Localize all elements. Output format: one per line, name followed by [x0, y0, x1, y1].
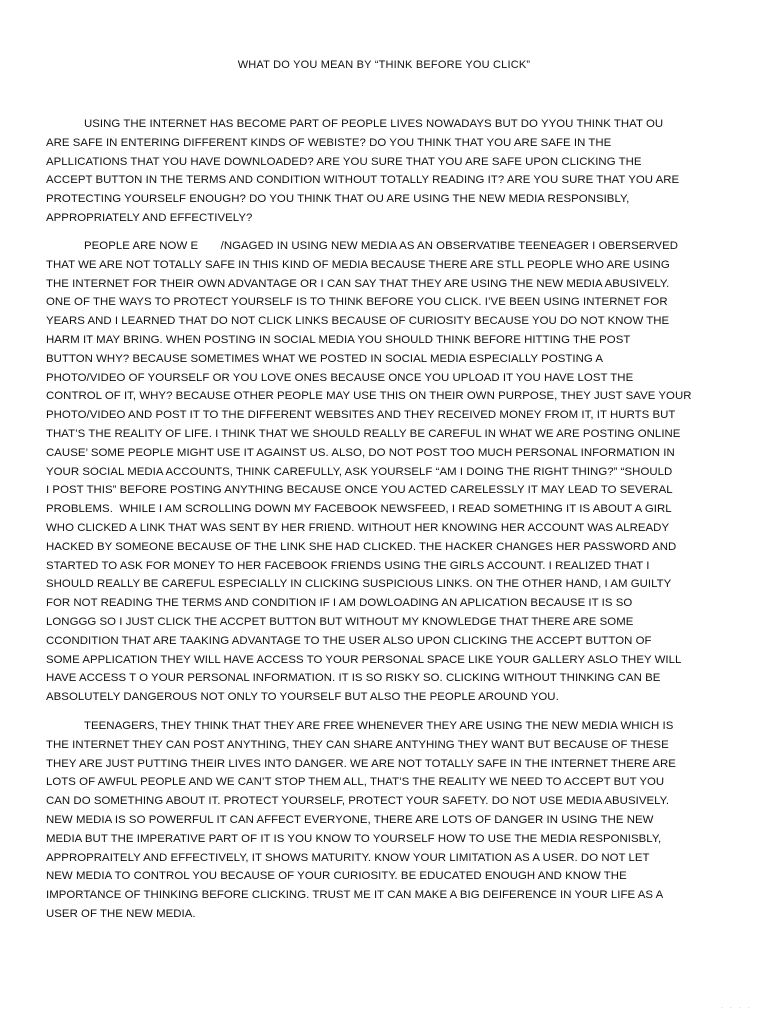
- paragraph-line: I POST THIS” BEFORE POSTING ANYTHING BECAUSE ONCE YOU ACTED CARELESSLY IT MAY LEAD TO SEVERAL: [46, 484, 673, 497]
- paragraph-line: HAVE ACCESS T O YOUR PERSONAL INFORMATION. IT IS SO RISKY SO. CLICKING WITHOUT THINKING CAN BE: [46, 672, 661, 685]
- paragraph-line: PHOTO/VIDEO AND POST IT TO THE DIFFERENT WEBSITES AND THEY RECEIVED MONEY FROM IT, IT HURTS BUT: [46, 409, 676, 422]
- paragraph-line: PEOPLE ARE NOW E /NGAGED IN USING NEW MEDIA AS AN OBSERVATIBE TEENEAGER I OBERSERVED: [84, 240, 679, 252]
- paragraph-line: SHOULD REALLY BE CAREFUL ESPECIALLY IN CLICKING SUSPICIOUS LINKS. ON THE OTHER HAND, I AM GUILTY: [46, 578, 672, 591]
- page-corner-mark: · · · ·: [720, 1003, 752, 1012]
- paragraph-line: APPROPRAITELY AND EFFECTIVELY, IT SHOWS MATURITY. KNOW YOUR LIMITATION AS A USER. DO NOT LET: [46, 851, 650, 864]
- paragraph-line: PROBLEMS. WHILE I AM SCROLLING DOWN MY FACEBOOK NEWSFEED, I READ SOMETHING IT IS ABOUT A GIRL: [46, 503, 672, 516]
- paragraph-line: SOME APPLICATION THEY WILL HAVE ACCESS TO YOUR PERSONAL SPACE LIKE YOUR GALLERY ASLO THEY WILL: [46, 653, 682, 666]
- paragraph-line: STARTED TO ASK FOR MONEY TO HER FACEBOOK FRIENDS USING THE GIRLS ACCOUNT. I REALIZED THAT I: [46, 559, 650, 572]
- paragraph-2: [46, 237, 692, 707]
- paragraph-line: FOR NOT READING THE TERMS AND CONDITION IF I AM DOWLOADING AN APLICATION BECAUSE IT IS SO: [46, 597, 633, 610]
- paragraph-line: USING THE INTERNET HAS BECOME PART OF PEOPLE LIVES NOWADAYS BUT DO YYOU THINK THAT OU: [84, 118, 664, 130]
- paragraph-line: THE INTERNET FOR THEIR OWN ADVANTAGE OR I CAN SAY THAT THEY ARE USING THE NEW MEDIA ABUSIVELY.: [46, 277, 670, 290]
- paragraph-line: THAT WE ARE NOT TOTALLY SAFE IN THIS KIND OF MEDIA BECAUSE THERE ARE STLL PEOPLE WHO ARE USING: [46, 258, 670, 271]
- paragraph-line: NEW MEDIA TO CONTROL YOU BECAUSE OF YOUR CURIOSITY. BE EDUCATED ENOUGH AND KNOW THE: [46, 870, 627, 883]
- paragraph-line: THEY ARE JUST PUTTING THEIR LIVES INTO DANGER. WE ARE NOT TOTALLY SAFE IN THE INTERNET THERE ARE: [46, 757, 676, 770]
- paragraph-line: NEW MEDIA IS SO POWERFUL IT CAN AFFECT EVERYONE, THERE ARE LOTS OF DANGER IN USING THE NEW: [46, 813, 654, 826]
- paragraph-line: THE INTERNET THEY CAN POST ANYTHING, THEY CAN SHARE ANTYHING THEY WANT BUT BECAUSE OF THESE: [46, 738, 669, 751]
- paragraph-line: THAT’S THE REALITY OF LIFE. I THINK THAT WE SHOULD REALLY BE CAREFUL IN WHAT WE ARE POSTING ONLINE: [46, 427, 681, 440]
- paragraph-line: USER OF THE NEW MEDIA.: [46, 907, 196, 920]
- paragraph-line: ARE SAFE IN ENTERING DIFFERENT KINDS OF WEBISTE? DO YOU THINK THAT YOU ARE SAFE IN THE: [46, 136, 612, 149]
- document-title: WHAT DO YOU MEAN BY “THINK BEFORE YOU CLICK”: [237, 59, 531, 71]
- paragraph-line: HACKED BY SOMEONE BECAUSE OF THE LINK SHE HAD CLICKED. THE HACKER CHANGES HER PASSWORD AND: [46, 540, 677, 553]
- paragraph-line: PROTECTING YOURSELF ENOUGH? DO YOU THINK THAT OU ARE USING THE NEW MEDIA RESPONSIBLY,: [46, 193, 630, 206]
- paragraph-1: [46, 115, 686, 228]
- paragraph-line: MEDIA BUT THE IMPERATIVE PART OF IT IS YOU KNOW TO YOURSELF HOW TO USE THE MEDIA RESPONISBLY,: [46, 832, 662, 845]
- paragraph-line: APPROPRIATELY AND EFFECTIVELY?: [46, 211, 253, 224]
- paragraph-line: ONE OF THE WAYS TO PROTECT YOURSELF IS TO THINK BEFORE YOU CLICK. I’VE BEEN USING INTERNET FOR: [46, 296, 668, 309]
- paragraph-line: CCONDITION THAT ARE TAAKING ADVANTAGE TO THE USER ALSO UPON CLICKING THE ACCEPT BUTTON OF: [46, 634, 652, 647]
- paragraph-line: YOUR SOCIAL MEDIA ACCOUNTS, THINK CAREFULLY, ASK YOURSELF “AM I DOING THE RIGHT THING?” “SHOULD: [46, 465, 673, 478]
- paragraph-line: CAN DO SOMETHING ABOUT IT. PROTECT YOURSELF, PROTECT YOUR SAFETY. DO NOT USE MEDIA ABUSIVELY.: [46, 795, 670, 808]
- paragraph-line: LONGGG SO I JUST CLICK THE ACCPET BUTTON BUT WITHOUT MY KNOWLEDGE THAT THERE ARE SOME: [46, 615, 634, 628]
- paragraph-line: APLLICATIONS THAT YOU HAVE DOWNLOADED? ARE YOU SURE THAT YOU ARE SAFE UPON CLICKING THE: [46, 155, 642, 168]
- paragraph-line: LOTS OF AWFUL PEOPLE AND WE CAN’T STOP THEM ALL, THAT’S THE REALITY WE NEED TO ACCEPT BUT YOU: [46, 776, 665, 789]
- paragraph-line: WHO CLICKED A LINK THAT WAS SENT BY HER FRIEND. WITHOUT HER KNOWING HER ACCOUNT WAS ALREADY: [46, 521, 670, 534]
- paragraph-line: PHOTO/VIDEO OF YOURSELF OR YOU LOVE ONES BECAUSE ONCE YOU UPLOAD IT YOU HAVE LOST THE: [46, 371, 634, 384]
- paragraph-line: IMPORTANCE OF THINKING BEFORE CLICKING. TRUST ME IT CAN MAKE A BIG DEIFERENCE IN YOUR LIFE AS A: [46, 889, 664, 902]
- paragraph-3: [46, 717, 686, 924]
- paragraph-line: ABSOLUTELY DANGEROUS NOT ONLY TO YOURSELF BUT ALSO THE PEOPLE AROUND YOU.: [46, 691, 559, 704]
- paragraph-line: TEENAGERS, THEY THINK THAT THEY ARE FREE WHENEVER THEY ARE USING THE NEW MEDIA WHICH IS: [84, 720, 674, 732]
- paragraph-line: ACCEPT BUTTON IN THE TERMS AND CONDITION WITHOUT TOTALLY READING IT? ARE YOU SURE THAT YOU ARE: [46, 174, 680, 187]
- paragraph-line: BUTTON WHY? BECAUSE SOMETIMES WHAT WE POSTED IN SOCIAL MEDIA ESPECIALLY POSTING A: [46, 352, 604, 365]
- paragraph-line: HARM IT MAY BRING. WHEN POSTING IN SOCIAL MEDIA YOU SHOULD THINK BEFORE HITTING THE POST: [46, 333, 631, 346]
- paragraph-line: CAUSE’ SOME PEOPLE MIGHT USE IT AGAINST US. ALSO, DO NOT POST TOO MUCH PERSONAL INFORMATION IN: [46, 446, 675, 459]
- paragraph-line: YEARS AND I LEARNED THAT DO NOT CLICK LINKS BECAUSE OF CURIOSITY BECAUSE YOU DO NOT KNOW THE: [46, 315, 670, 328]
- paragraph-line: CONTROL OF IT, WHY? BECAUSE OTHER PEOPLE MAY USE THIS ON THEIR OWN PURPOSE, THEY JUST SAVE YOUR: [46, 390, 692, 403]
